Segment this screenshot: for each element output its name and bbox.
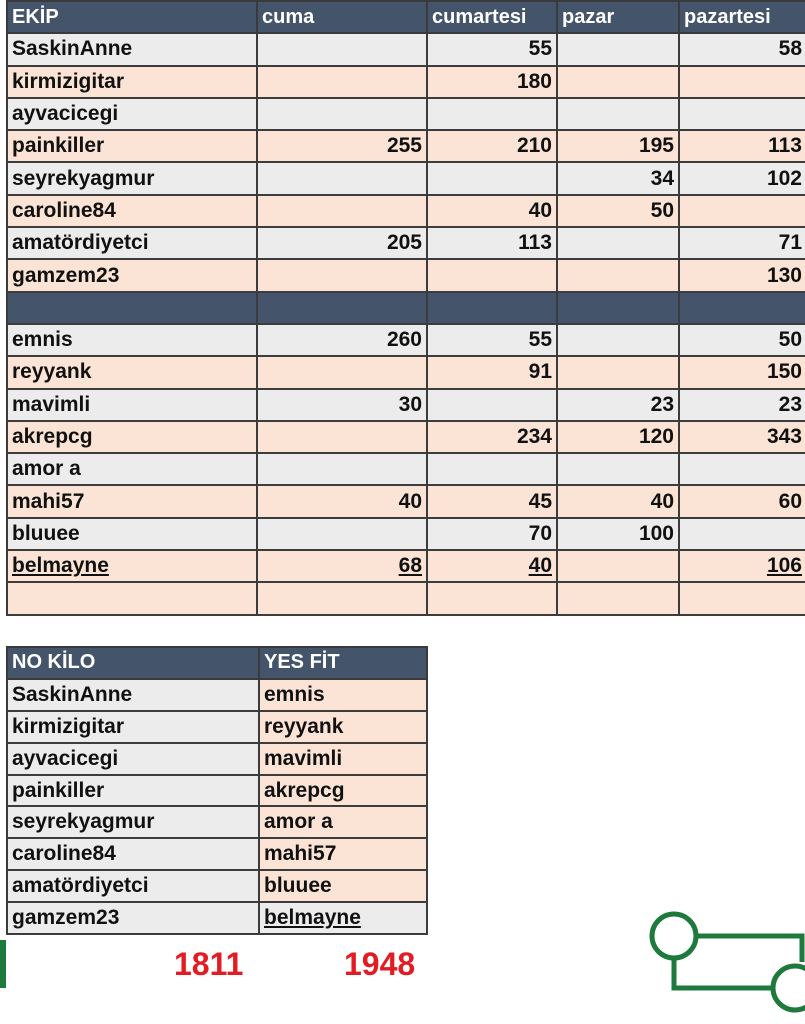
table-row	[7, 356, 805, 388]
member-name-cell: belmayne	[7, 550, 257, 582]
member-name-cell: amatördiyetci	[7, 227, 257, 259]
table-row	[7, 33, 805, 65]
yes-fit-member: reyyank	[259, 711, 427, 743]
header-cumartesi: cumartesi	[427, 1, 557, 33]
table-row	[7, 227, 805, 259]
pazartesi-cell: 113	[679, 130, 805, 162]
cumartesi-cell	[427, 259, 557, 291]
pazartesi-cell: 130	[679, 259, 805, 291]
member-name-cell: painkiller	[7, 130, 257, 162]
pazar-cell	[557, 33, 679, 65]
member-name-cell: emnis	[7, 324, 257, 356]
separator-cell	[7, 292, 257, 324]
yes-fit-member: akrepcg	[259, 775, 427, 807]
cuma-cell: 255	[257, 130, 427, 162]
header-yes-fit: YES FİT	[259, 647, 427, 679]
cuma-cell: 260	[257, 324, 427, 356]
table-row	[7, 389, 805, 421]
pazar-cell: 40	[557, 485, 679, 517]
cuma-cell	[257, 66, 427, 98]
teams-table	[6, 646, 428, 935]
member-name-cell: seyrekyagmur	[7, 162, 257, 194]
table-row	[7, 870, 427, 902]
no-kilo-member: SaskinAnne	[7, 679, 259, 711]
empty-cell	[427, 582, 557, 614]
separator-cell	[257, 292, 427, 324]
table-row	[7, 259, 805, 291]
pazartesi-cell	[679, 453, 805, 485]
empty-cell	[257, 582, 427, 614]
header-cuma: cuma	[257, 1, 427, 33]
pazar-cell	[557, 356, 679, 388]
connector-logo-icon	[640, 900, 805, 1024]
pazar-cell	[557, 324, 679, 356]
table-row	[7, 679, 427, 711]
member-name-cell: reyyank	[7, 356, 257, 388]
pazartesi-cell: 71	[679, 227, 805, 259]
pazar-cell: 195	[557, 130, 679, 162]
member-name-cell: akrepcg	[7, 421, 257, 453]
pazar-cell	[557, 259, 679, 291]
table-row	[7, 324, 805, 356]
member-name-cell: mahi57	[7, 485, 257, 517]
pazartesi-cell: 106	[679, 550, 805, 582]
table-row	[7, 162, 805, 194]
cuma-cell	[257, 356, 427, 388]
scores-table	[6, 0, 805, 616]
table-row	[7, 195, 805, 227]
table-row	[7, 453, 805, 485]
yes-fit-member: mavimli	[259, 743, 427, 775]
pazar-cell: 34	[557, 162, 679, 194]
separator-cell	[679, 292, 805, 324]
pazar-cell: 100	[557, 518, 679, 550]
cumartesi-cell	[427, 98, 557, 130]
cumartesi-cell: 55	[427, 324, 557, 356]
cumartesi-cell	[427, 389, 557, 421]
cuma-cell: 68	[257, 550, 427, 582]
cumartesi-cell: 234	[427, 421, 557, 453]
yes-fit-member: belmayne	[259, 902, 427, 934]
member-name-cell: SaskinAnne	[7, 33, 257, 65]
left-edge-marker	[0, 940, 6, 988]
pazar-cell	[557, 550, 679, 582]
header-row	[7, 647, 427, 679]
cuma-cell: 205	[257, 227, 427, 259]
no-kilo-member: seyrekyagmur	[7, 806, 259, 838]
empty-cell	[679, 582, 805, 614]
member-name-cell: bluuee	[7, 518, 257, 550]
separator-row	[7, 292, 805, 324]
table-row	[7, 743, 427, 775]
yes-fit-member: amor a	[259, 806, 427, 838]
header-pazar: pazar	[557, 1, 679, 33]
pazartesi-cell	[679, 518, 805, 550]
cumartesi-cell: 91	[427, 356, 557, 388]
no-kilo-member: caroline84	[7, 838, 259, 870]
pazar-cell: 23	[557, 389, 679, 421]
cuma-cell	[257, 259, 427, 291]
total-yes-fit: 1948	[344, 946, 416, 982]
pazartesi-cell: 50	[679, 324, 805, 356]
cuma-cell	[257, 162, 427, 194]
member-name-cell: amor a	[7, 453, 257, 485]
cumartesi-cell	[427, 453, 557, 485]
cuma-cell	[257, 98, 427, 130]
empty-row	[7, 582, 805, 614]
pazartesi-cell: 102	[679, 162, 805, 194]
pazar-cell	[557, 66, 679, 98]
header-ekip: EKİP	[7, 1, 257, 33]
header-pazartesi: pazartesi	[679, 1, 805, 33]
no-kilo-member: kirmizigitar	[7, 711, 259, 743]
table-row	[7, 806, 427, 838]
yes-fit-member: bluuee	[259, 870, 427, 902]
pazartesi-cell	[679, 66, 805, 98]
cumartesi-cell: 40	[427, 550, 557, 582]
yes-fit-member: mahi57	[259, 838, 427, 870]
cumartesi-cell	[427, 162, 557, 194]
cuma-cell	[257, 453, 427, 485]
table-row	[7, 66, 805, 98]
cuma-cell	[257, 33, 427, 65]
yes-fit-member: emnis	[259, 679, 427, 711]
separator-cell	[427, 292, 557, 324]
cumartesi-cell: 55	[427, 33, 557, 65]
pazartesi-cell: 23	[679, 389, 805, 421]
table-row	[7, 550, 805, 582]
pazar-cell	[557, 453, 679, 485]
total-no-kilo: 1811	[174, 946, 244, 982]
table-row	[7, 711, 427, 743]
cumartesi-cell: 113	[427, 227, 557, 259]
pazartesi-cell: 60	[679, 485, 805, 517]
pazar-cell	[557, 227, 679, 259]
pazartesi-cell	[679, 98, 805, 130]
cumartesi-cell: 45	[427, 485, 557, 517]
separator-cell	[557, 292, 679, 324]
table-row	[7, 485, 805, 517]
table-row	[7, 98, 805, 130]
cumartesi-cell: 180	[427, 66, 557, 98]
empty-cell	[7, 582, 257, 614]
cuma-cell: 40	[257, 485, 427, 517]
table-row	[7, 838, 427, 870]
pazartesi-cell: 150	[679, 356, 805, 388]
pazartesi-cell: 58	[679, 33, 805, 65]
no-kilo-member: amatördiyetci	[7, 870, 259, 902]
empty-cell	[557, 582, 679, 614]
pazar-cell: 120	[557, 421, 679, 453]
member-name-cell: gamzem23	[7, 259, 257, 291]
table-row	[7, 518, 805, 550]
no-kilo-member: ayvacicegi	[7, 743, 259, 775]
cumartesi-cell: 210	[427, 130, 557, 162]
pazar-cell	[557, 98, 679, 130]
cuma-cell	[257, 518, 427, 550]
member-name-cell: kirmizigitar	[7, 66, 257, 98]
cumartesi-cell: 70	[427, 518, 557, 550]
cumartesi-cell: 40	[427, 195, 557, 227]
header-row	[7, 1, 805, 33]
table-row	[7, 421, 805, 453]
member-name-cell: mavimli	[7, 389, 257, 421]
no-kilo-member: gamzem23	[7, 902, 259, 934]
table-row	[7, 775, 427, 807]
cuma-cell: 30	[257, 389, 427, 421]
cuma-cell	[257, 195, 427, 227]
cuma-cell	[257, 421, 427, 453]
no-kilo-member: painkiller	[7, 775, 259, 807]
pazartesi-cell: 343	[679, 421, 805, 453]
table-row	[7, 130, 805, 162]
table-row	[7, 902, 427, 934]
header-no-kilo: NO KİLO	[7, 647, 259, 679]
member-name-cell: caroline84	[7, 195, 257, 227]
pazar-cell: 50	[557, 195, 679, 227]
member-name-cell: ayvacicegi	[7, 98, 257, 130]
pazartesi-cell	[679, 195, 805, 227]
